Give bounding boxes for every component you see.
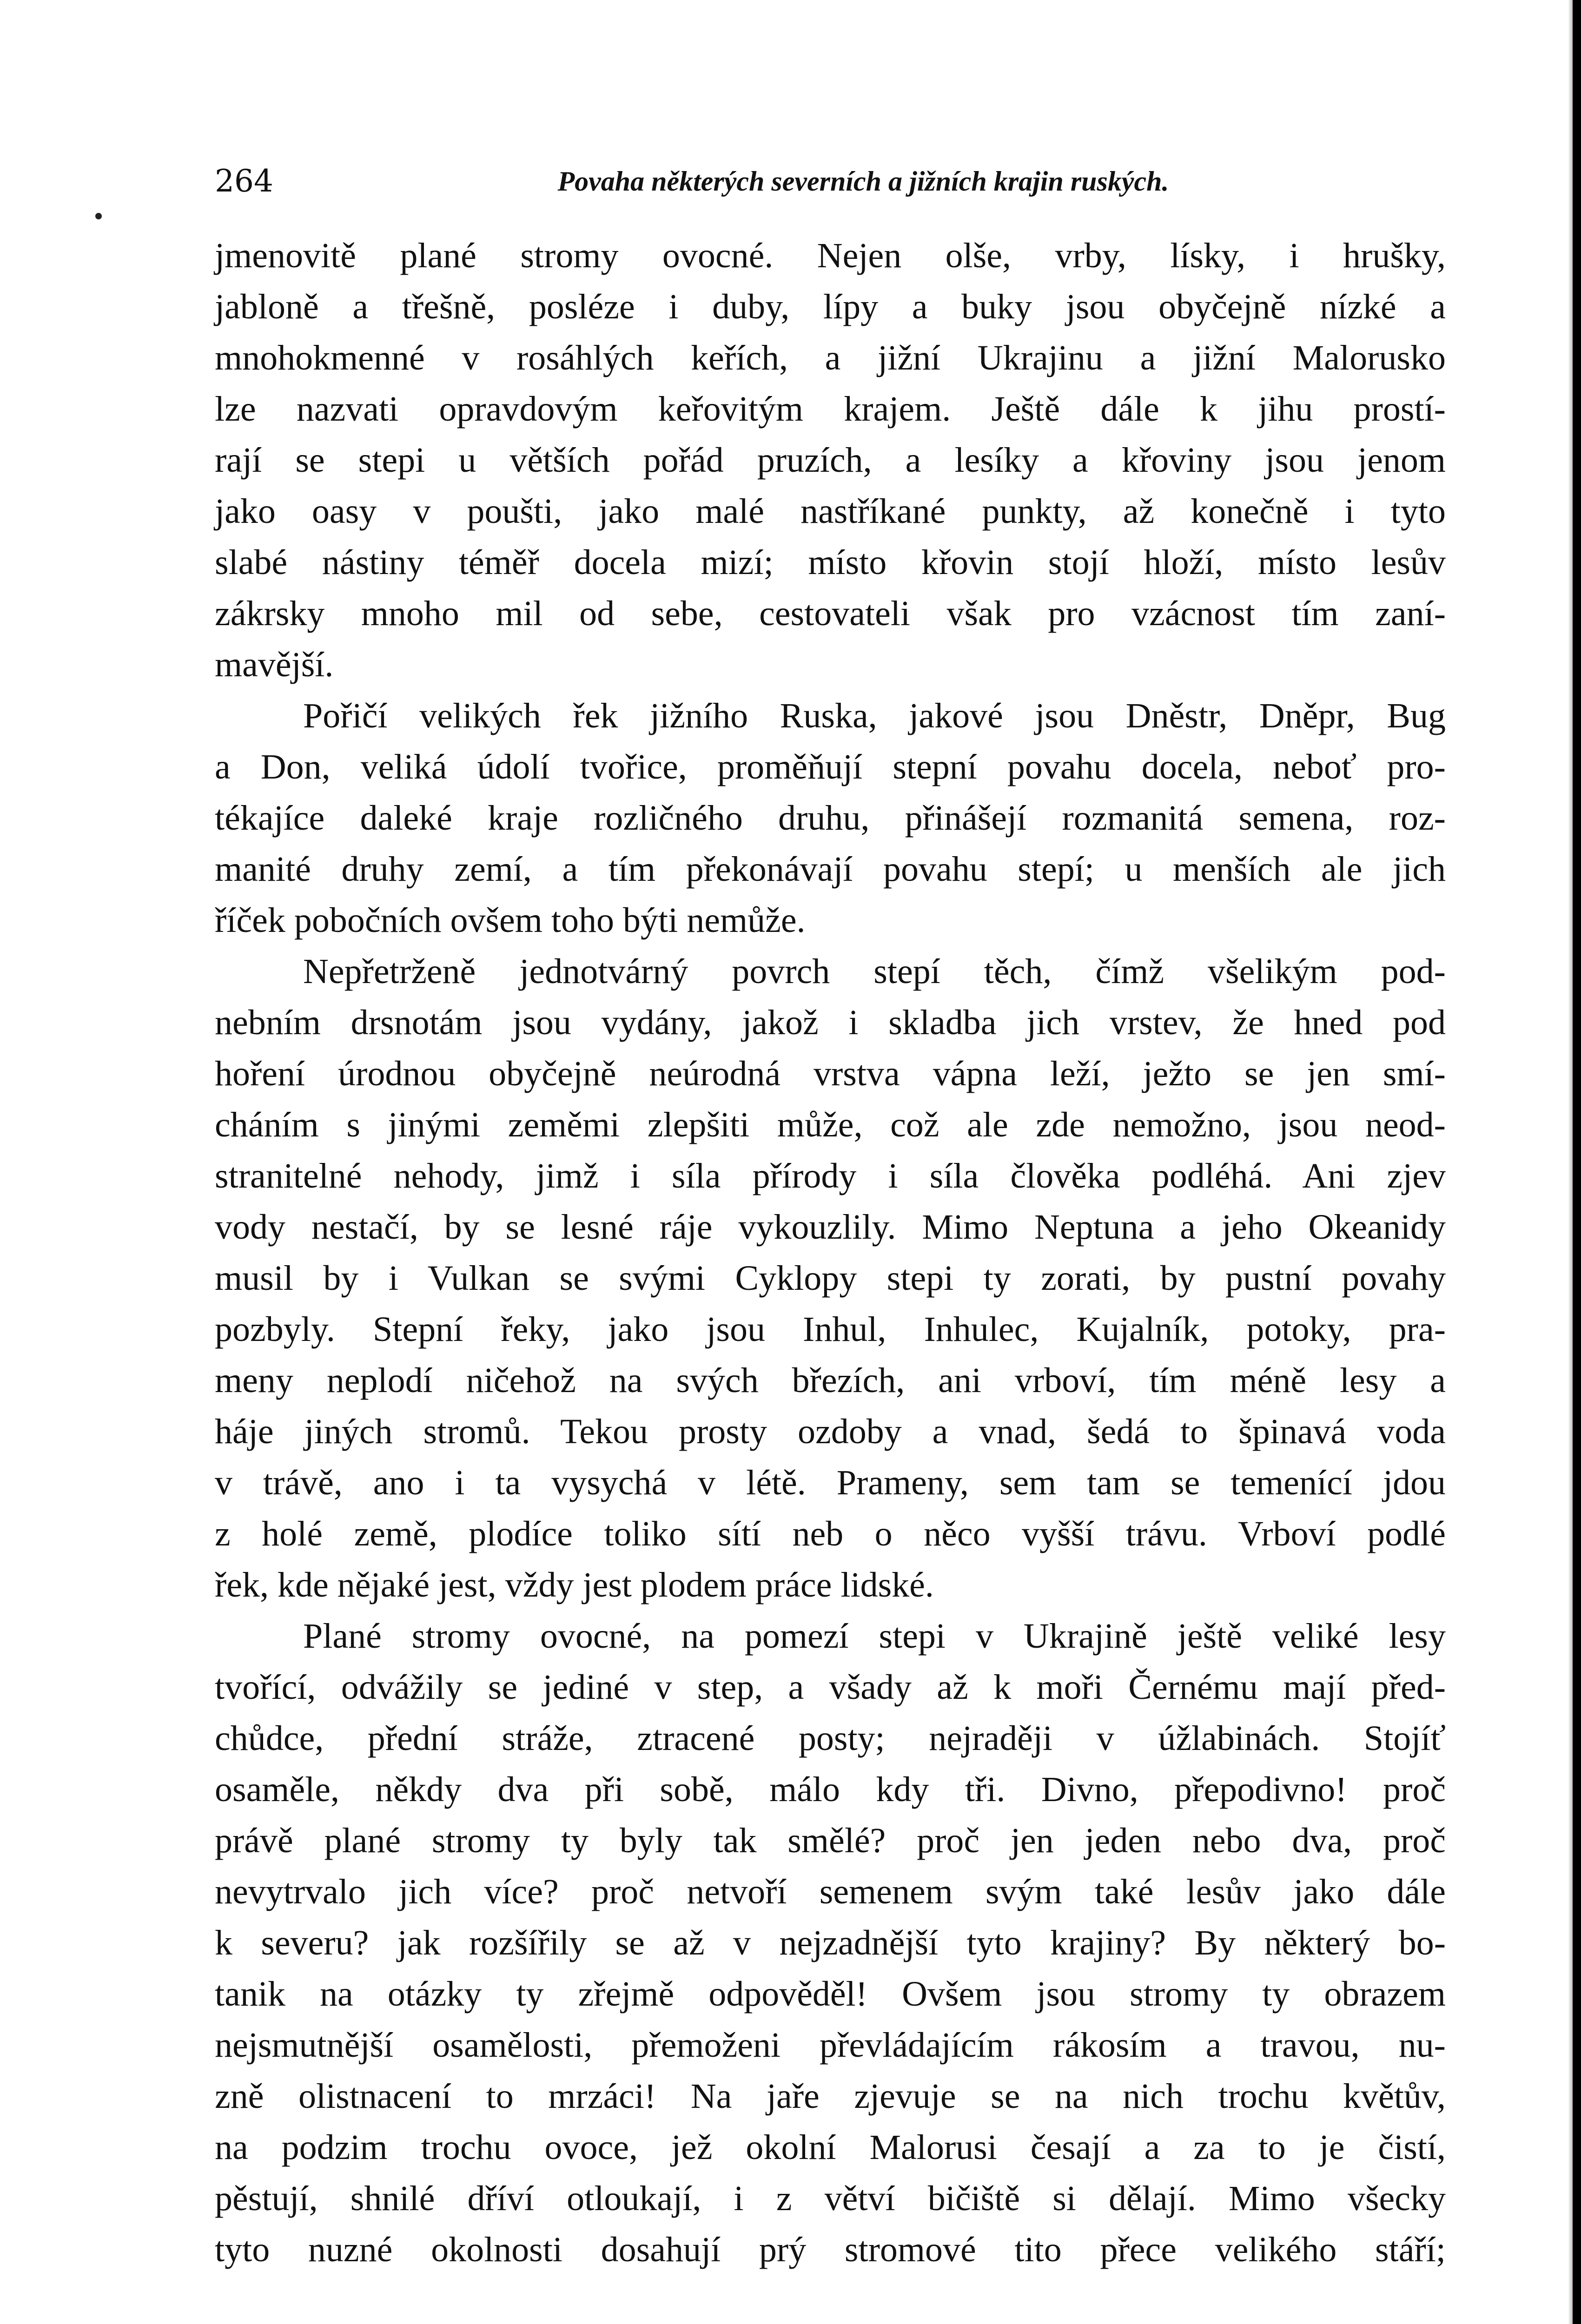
text-line: z holé země, plodíce toliko sítí neb o něco vyšší trávu. Vrboví podlé xyxy=(215,1514,1446,1553)
text-line: cháním s jinými zeměmi zlepšiti může, což ale zde nemožno, jsou neod- xyxy=(215,1105,1446,1144)
running-title: Povaha některých severních a jižních krajin ruských. xyxy=(557,166,1169,197)
text-line: řek, kde nějaké jest, vždy jest plodem práce lidské. xyxy=(215,1565,934,1604)
body-text xyxy=(215,230,1446,2275)
text-line: právě plané stromy ty byly tak smělé? proč jen jeden nebo dva, proč xyxy=(215,1821,1446,1860)
text-line: Pořičí velikých řek jižního Ruska, jakové jsou Dněstr, Dněpr, Bug xyxy=(303,696,1446,735)
text-line: stranitelné nehody, jimž i síla přírody i síla člověka podléhá. Ani zjev xyxy=(215,1156,1446,1195)
text-line: musil by i Vulkan se svými Cyklopy stepi ty zorati, by pustní povahy xyxy=(215,1259,1446,1298)
paragraph xyxy=(215,1611,1446,2275)
text-line: manité druhy zemí, a tím překonávají povahu stepí; u menších ale jich xyxy=(215,850,1446,889)
paragraph xyxy=(215,946,1446,1611)
text-line: mnohokmenné v rosáhlých keřích, a jižní Ukrajinu a jižní Malorusko xyxy=(215,338,1446,377)
text-line: mavější. xyxy=(215,645,334,684)
text-line: pěstují, shnilé dříví otloukají, i z větví bičiště si dělají. Mimo všecky xyxy=(215,2179,1446,2218)
text-line: zákrsky mnoho mil od sebe, cestovateli však pro vzácnost tím zaní- xyxy=(215,594,1446,633)
text-line: rají se stepi u větších pořád pruzích, a lesíky a křoviny jsou jenom xyxy=(215,441,1446,480)
text-line: Nepřetrženě jednotvárný povrch stepí těch, čímž všelikým pod- xyxy=(303,952,1446,991)
text-line: jmenovitě plané stromy ovocné. Nejen olše, vrby, lísky, i hrušky, xyxy=(215,236,1446,275)
text-line: a Don, veliká údolí tvořice, proměňují stepní povahu docela, neboť pro- xyxy=(215,747,1446,786)
text-line: chůdce, přední stráže, ztracené posty; nejraději v úžlabinách. Stojíť xyxy=(215,1719,1446,1758)
text-line: v trávě, ano i ta vysychá v létě. Prameny, sem tam se temenící jdou xyxy=(215,1463,1446,1502)
text-line: slabé nástiny téměř docela mizí; místo křovin stojí hloží, místo lesův xyxy=(215,543,1446,582)
text-line: Plané stromy ovocné, na pomezí stepi v Ukrajině ještě veliké lesy xyxy=(303,1617,1446,1656)
text-line: tyto nuzné okolnosti dosahují prý stromové tito přece velikého stáří; xyxy=(215,2230,1446,2269)
page-edge-shadow xyxy=(1568,0,1573,2324)
paragraph xyxy=(215,690,1446,946)
text-line: vody nestačí, by se lesné ráje vykouzlily. Mimo Neptuna a jeho Okeanidy xyxy=(215,1208,1446,1247)
text-line: jako oasy v poušti, jako malé nastříkané punkty, až konečně i tyto xyxy=(215,492,1446,531)
text-line: jabloně a třešně, posléze i duby, lípy a buky jsou obyčejně nízké a xyxy=(215,287,1446,326)
text-line: nebním drsnotám jsou vydány, jakož i skladba jich vrstev, že hned pod xyxy=(215,1003,1446,1042)
text-line: pozbyly. Stepní řeky, jako jsou Inhul, Inhulec, Kujalník, potoky, pra- xyxy=(215,1310,1446,1349)
text-line: zně olistnacení to mrzáci! Na jaře zjevuje se na nich trochu květův, xyxy=(215,2077,1446,2116)
text-line: tanik na otázky ty zřejmě odpověděl! Ovšem jsou stromy ty obrazem xyxy=(215,1974,1446,2014)
text-line: hoření úrodnou obyčejně neúrodná vrstva vápna leží, ježto se jen smí- xyxy=(215,1054,1446,1093)
text-line: tvořící, odvážily se jediné v step, a všady až k moři Černému mají před- xyxy=(215,1668,1446,1707)
paragraph xyxy=(215,230,1446,690)
text-line: meny neplodí ničehož na svých březích, ani vrboví, tím méně lesy a xyxy=(215,1361,1446,1400)
page-number: 264 xyxy=(215,163,273,199)
margin-mark xyxy=(95,213,102,219)
text-line: lze nazvati opravdovým keřovitým krajem. Ještě dále k jihu prostí- xyxy=(215,390,1446,429)
text-line: osaměle, někdy dva při sobě, málo kdy tři. Divno, přepodivno! proč xyxy=(215,1770,1446,1809)
text-line: říček pobočních ovšem toho býti nemůže. xyxy=(215,901,806,940)
text-line: nevytrvalo jich více? proč netvoří semenem svým také lesův jako dále xyxy=(215,1872,1446,1911)
text-line: na podzim trochu ovoce, jež okolní Malorusi česají a za to je čistí, xyxy=(215,2128,1446,2167)
text-line: tékajíce daleké kraje rozličného druhu, přinášejí rozmanitá semena, roz- xyxy=(215,799,1446,838)
text-line: háje jiných stromů. Tekou prosty ozdoby a vnad, šedá to špinavá voda xyxy=(215,1412,1446,1451)
scan-border xyxy=(1573,0,1581,2324)
page-header xyxy=(215,153,1461,209)
text-line: k severu? jak rozšířily se až v nejzadnější tyto krajiny? By některý bo- xyxy=(215,1923,1446,1962)
text-line: nejsmutnější osamělosti, přemoženi převládajícím rákosím a travou, nu- xyxy=(215,2026,1446,2065)
